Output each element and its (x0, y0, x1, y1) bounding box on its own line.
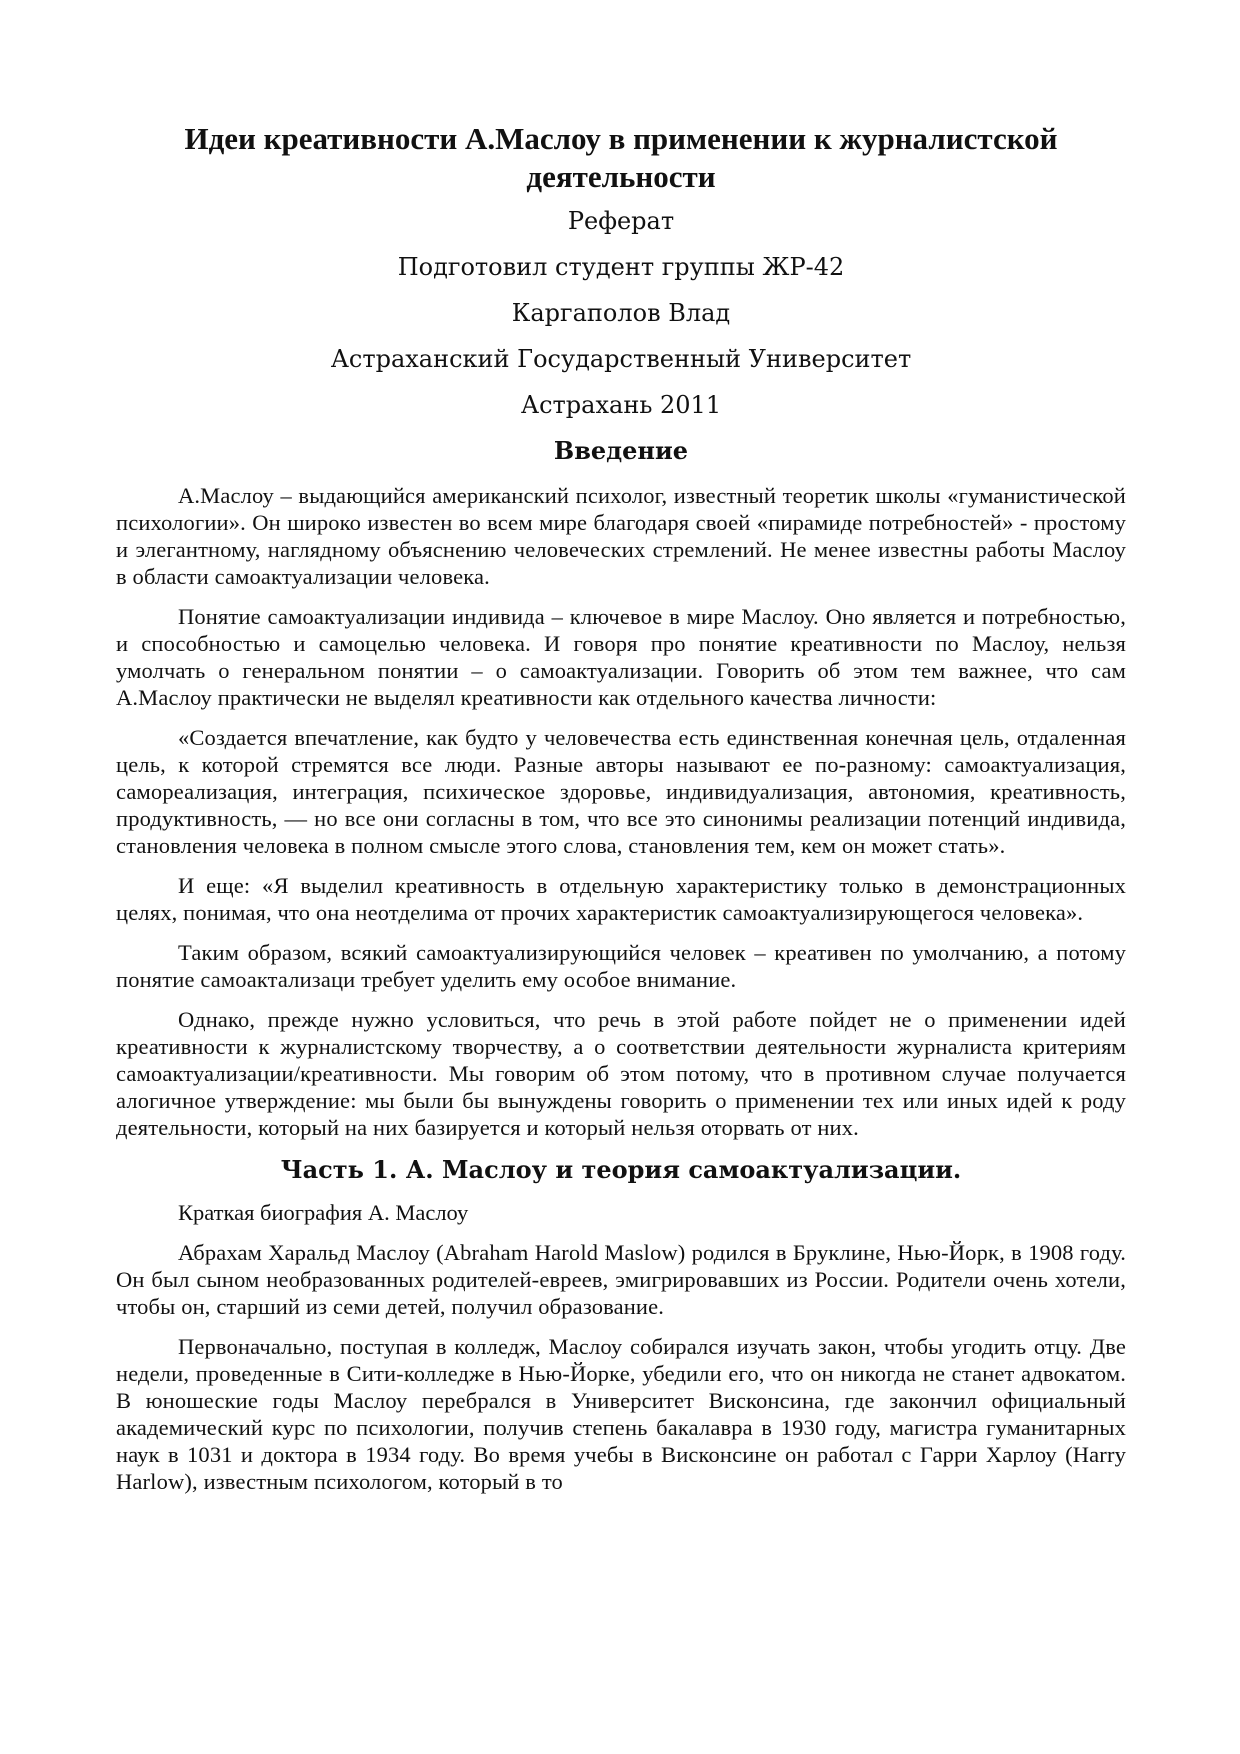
document-type: Реферат (567, 207, 675, 235)
intro-paragraph: Понятие самоактуализации индивида – ключевое в мире Маслоу. Оно является и потребностью, и способностью и самоцелью человека. И говоря про понятие креативности по Маслоу, нельзя умолчать о генеральном понятии – о самоактуализации. Говорить об этом тем важнее, что сам А.Маслоу практически не выделял креативности как отдельного качества личности: (116, 604, 1126, 710)
intro-heading: Введение (553, 436, 689, 465)
bio-paragraph: Абрахам Харальд Маслоу (Abraham Harold Maslow) родился в Бруклине, Нью-Йорк, в 1908 году. Он был сыном необразованных родителей-евреев, эмигрировавших из России. Родители очень хотели, чтобы он, старший из семи детей, получил образование. (116, 1240, 1126, 1319)
intro-paragraph: И еще: «Я выделил креативность в отдельную характеристику только в демонстрационных целях, понимая, что она неотделима от прочих характеристик самоактуализирующегося человека». (116, 873, 1126, 925)
city-year: Астрахань 2011 (520, 391, 722, 419)
bio-subheading: Краткая биография А. Маслоу (178, 1200, 469, 1225)
bio-paragraph: Первоначально, поступая в колледж, Маслоу собирался изучать закон, чтобы угодить отцу. Две недели, проведенные в Сити-колледже в Нью-Йорке, убедили его, что он никогда не станет адвокатом. В юношеские годы Маслоу перебрался в Университет Висконсина, где закончил официальный академический курс по психологии, получив степень бакалавра в 1930 году, магистра гуманитарных наук в 1031 и доктора в 1934 году. Во время учебы в Висконсине он работал с Гарри Харлоу (Harry Harlow), известным психологом, который в то (116, 1334, 1126, 1494)
author-name: Каргаполов Влад (511, 299, 731, 327)
intro-paragraph: А.Маслоу – выдающийся американский психолог, известный теоретик школы «гуманистической психологии». Он широко известен во всем мире благодаря своей «пирамиде потребностей» - простому и элегантному, наглядному объяснению человеческих стремлений. Не менее известны работы Маслоу в области самоактуализации человека. (116, 483, 1126, 589)
intro-paragraph: Однако, прежде нужно условиться, что речь в этой работе пойдет не о применении идей креативности к журналистскому творчеству, а о соответствии деятельности журналиста критериям самоактуализации/креативности. Мы говорим об этом потому, что в противном случае получается алогичное утверждение: мы были бы вынуждены говорить о применении тех или иных идей к роду деятельности, который на них базируется и который нельзя оторвать от них. (116, 1007, 1126, 1140)
intro-paragraph: Таким образом, всякий самоактуализирующийся человек – креативен по умолчанию, а потому понятие самоактализаци требует уделить ему особое внимание. (116, 940, 1126, 992)
prepared-by-line: Подготовил студент группы ЖР-42 (397, 253, 845, 281)
part1-heading: Часть 1. А. Маслоу и теория самоактуализации. (280, 1155, 962, 1184)
document-title: Идеи креативности А.Маслоу в применении к журналистской деятельности (184, 121, 1058, 194)
document-page (116, 114, 1126, 1508)
intro-quote-paragraph: «Создается впечатление, как будто у человечества есть единственная конечная цель, отдаленная цель, к которой стремятся все люди. Разные авторы называют ее по-разному: самоактуализация, самореализация, интеграция, психическое здоровье, индивидуализация, автономия, креативность, продуктивность, — но все они согласны в том, что все это синонимы реализации потенций индивида, становления человека в полном смысле этого слова, становления тем, кем он может стать». (116, 725, 1126, 858)
university-name: Астраханский Государственный Университет (330, 345, 912, 373)
